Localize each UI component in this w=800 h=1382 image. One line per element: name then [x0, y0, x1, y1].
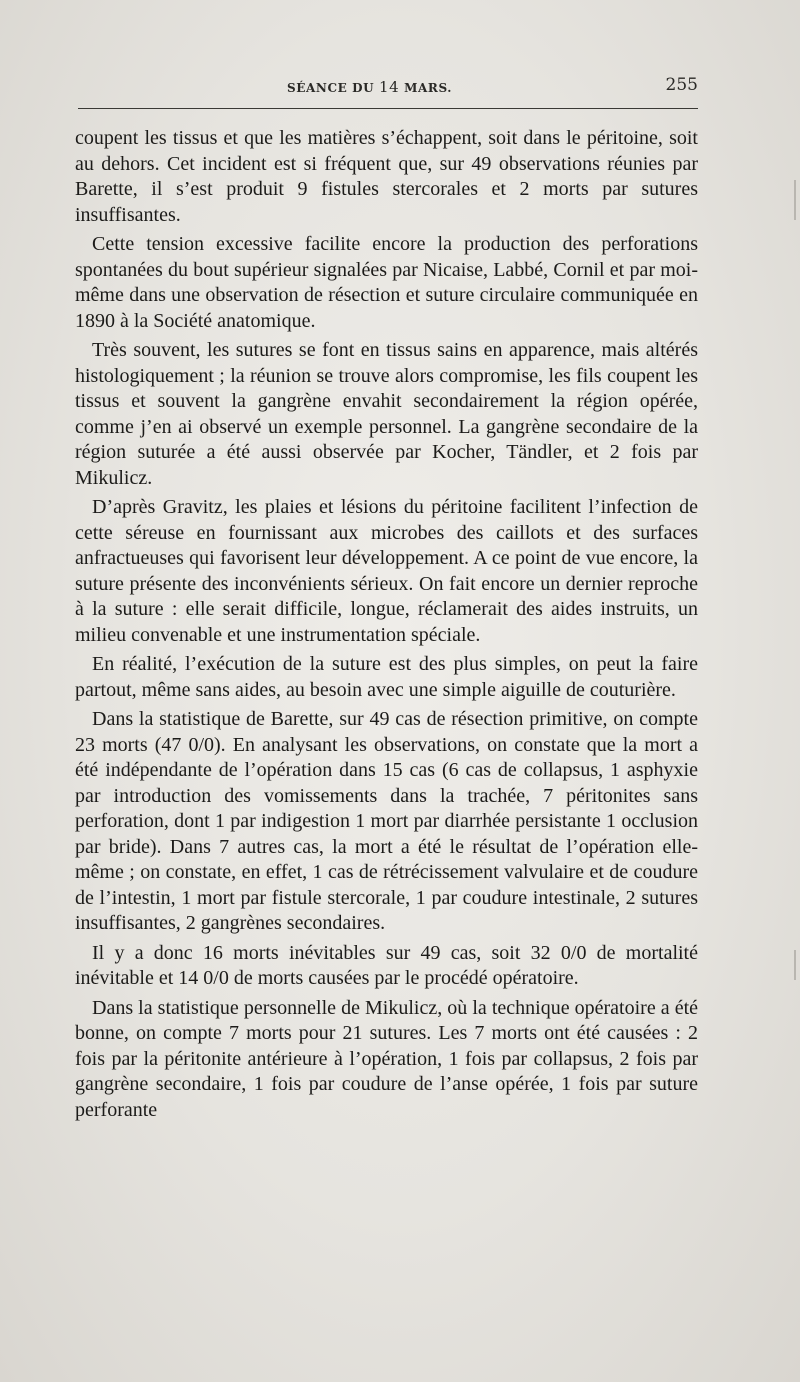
running-title-day: 14	[379, 78, 400, 96]
paragraph: D’après Gravitz, les plaies et lésions du péritoine facilitent l’infection de cette séreuse en fournissant aux microbes des caillots et des surfaces anfractueuses qui favorisent leur développement. A ce point de vue encore, la suture présente des inconvénients sérieux. On fait encore un dernier reproche à la suture : elle serait difficile, longue, réclamerait des aides instruits, un milieu convenable et une instrumentation spéciale.	[75, 496, 698, 646]
paragraph: Dans la statistique personnelle de Mikulicz, où la technique opératoire a été bonne, on compte 7 morts pour 21 sutures. Les 7 morts ont été causées : 2 fois par la péritonite antérieure à l’opération, 1 fois par collapsus, 2 fois par gangrène secondaire, 1 fois par coudure de l’anse opérée, 1 fois par suture perforante	[75, 996, 698, 1121]
paragraph: Il y a donc 16 morts inévitables sur 49 cas, soit 32 0/0 de mortalité inévitable et 14 0/0 de morts causées par le procédé opératoire.	[75, 941, 698, 989]
running-title-suffix: MARS.	[399, 81, 453, 95]
paragraph: Cette tension excessive facilite encore la production des perforations spontanées du bout supérieur signalées par Nicaise, Labbé, Cornil et par moi-même dans une observation de résection et suture circulaire communiquée en 1890 à la Société anatomique.	[75, 233, 698, 332]
paragraph: Très souvent, les sutures se font en tissus sains en apparence, mais altérés histologiquement ; la réunion se trouve alors compromise, les fils coupent les tissus et souvent la gangrène envahit secondairement la région opérée, comme j’en ai observé un exemple personnel. La gangrène secondaire de la région suturée a été aussi observée par Kocher, Tändler, et 2 fois par Mikulicz.	[75, 339, 698, 489]
running-title-prefix: SÉANCE DU	[287, 81, 380, 95]
page-header	[75, 74, 698, 100]
paragraph: Dans la statistique de Barette, sur 49 cas de résection primitive, on compte 23 morts (47 0/0). En analysant les observations, on constate que la mort a été indépendante de l’opération dans 15 cas (6 cas de collapsus, 1 asphyxie par introduction des vomissements dans la trachée, 7 péritonites sans perforation, dont 1 par indigestion 1 mort par diarrhée persistante 1 occlusion par bride). Dans 7 autres cas, la mort a été le résultat de l’opération elle-même ; on constate, en effet, 1 cas de rétrécissement valvulaire et de coudure de l’intestin, 1 mort par fistule stercorale, 1 par coudure intestinale, 2 sutures insuffisantes, 2 gangrènes secondaires.	[75, 708, 698, 934]
paragraph-continuation: coupent les tissus et que les matières s’échappent, soit dans le péritoine, soit au dehors. Cet incident est si fréquent que, sur 49 observations réunies par Barette, il s’est produit 9 fistules stercorales et 2 morts par sutures insuffisantes.	[75, 127, 698, 226]
page-edge-mark	[794, 950, 796, 980]
paragraph: En réalité, l’exécution de la suture est des plus simples, on peut la faire partout, même sans aides, au besoin avec une simple aiguille de couturière.	[75, 653, 698, 701]
page-edge-mark	[794, 180, 796, 220]
header-rule	[78, 108, 698, 109]
running-title	[287, 78, 452, 96]
page-number: 255	[665, 75, 698, 95]
body-text	[75, 126, 698, 1127]
